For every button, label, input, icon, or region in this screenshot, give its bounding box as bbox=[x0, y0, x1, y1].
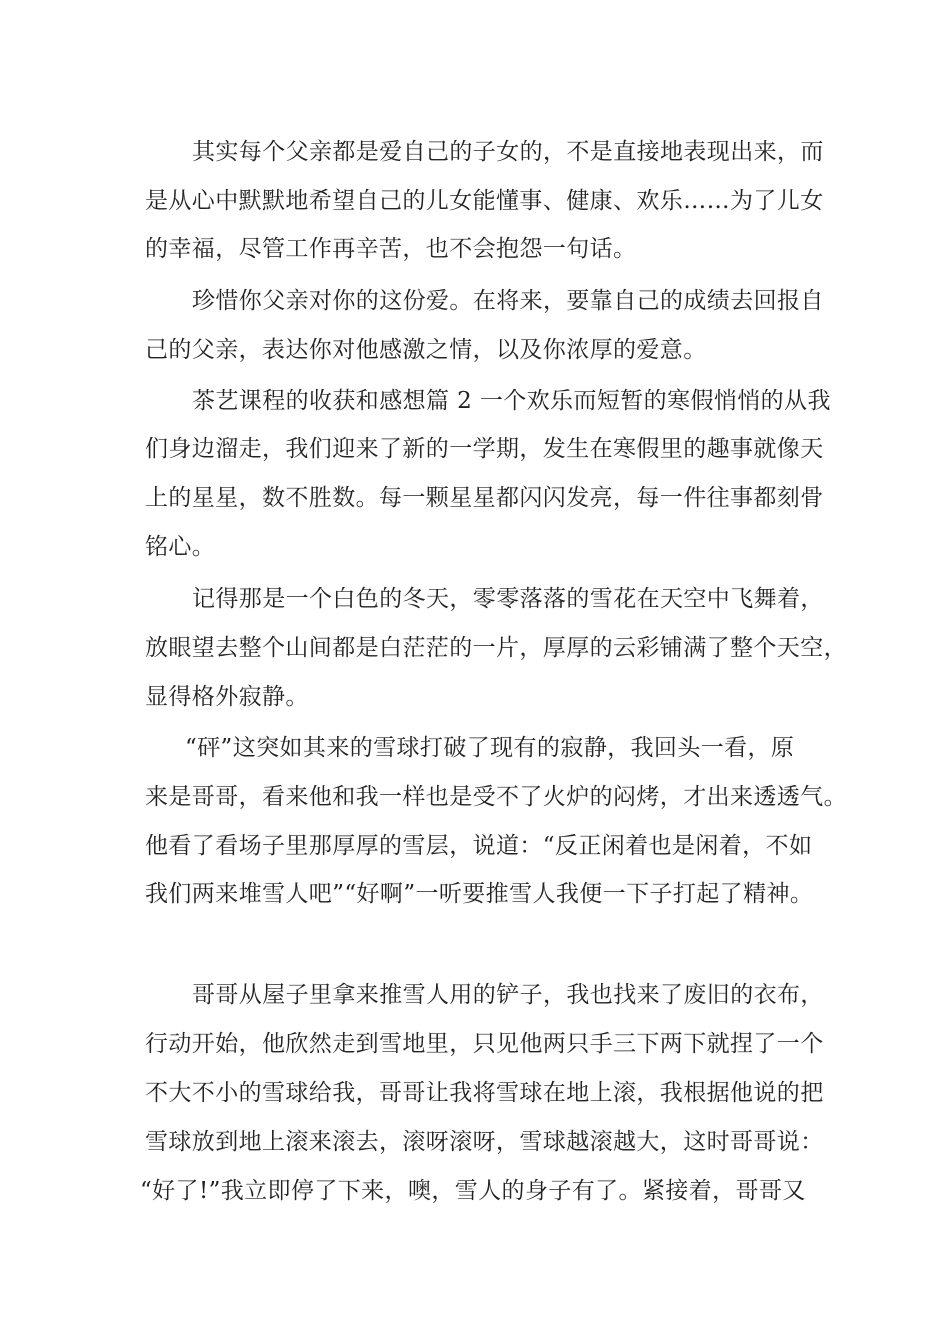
paragraph-5-line-4: 我们两来堆雪人吧”“好啊”一听要推雪人我便一下子打起了精神。 bbox=[145, 881, 814, 907]
paragraph-3-line-3: 上的星星，数不胜数。每一颗星星都闪闪发亮，每一件往事都刻骨 bbox=[145, 485, 824, 511]
paragraph-4-line-2: 放眼望去整个山间都是白茫茫的一片，厚厚的云彩铺满了整个天空， bbox=[145, 635, 847, 661]
paragraph-5-line-1: “砰”这突如其来的雪球打破了现有的寂静，我回头一看，原 bbox=[185, 735, 795, 761]
paragraph-1-line-2: 是从心中默默地希望自己的儿女能懂事、健康、欢乐……为了儿女 bbox=[145, 188, 824, 214]
paragraph-6-line-2: 行动开始，他欣然走到雪地里，只见他两只手三下两下就捏了一个 bbox=[145, 1031, 824, 1057]
paragraph-3-line-1: 茶艺课程的收获和感想篇 2 一个欢乐而短暂的寒假悄悄的从我 bbox=[192, 388, 831, 414]
paragraph-4-line-3: 显得格外寂静。 bbox=[145, 684, 309, 710]
paragraph-5-line-2: 来是哥哥，看来他和我一样也是受不了火炉的闷烤，才出来透透气。 bbox=[145, 784, 847, 810]
paragraph-1-line-3: 的幸福，尽管工作再辛苦，也不会抱怨一句话。 bbox=[145, 236, 637, 262]
paragraph-6-line-5: “好了!”我立即停了下来，噢，雪人的身子有了。紧接着，哥哥又 bbox=[140, 1178, 806, 1204]
paragraph-2-line-2: 己的父亲，表达你对他感激之情，以及你浓厚的爱意。 bbox=[145, 337, 707, 363]
paragraph-6-line-4: 雪球放到地上滚来滚去，滚呀滚呀，雪球越滚越大，这时哥哥说： bbox=[145, 1129, 824, 1155]
paragraph-1-line-1: 其实每个父亲都是爱自己的子女的，不是直接地表现出来，而 bbox=[192, 139, 824, 165]
paragraph-5-line-3: 他看了看场子里那厚厚的雪层，说道：“反正闲着也是闲着，不如 bbox=[145, 833, 813, 859]
paragraph-3-line-2: 们身边溜走，我们迎来了新的一学期，发生在寒假里的趣事就像天 bbox=[145, 436, 824, 462]
paragraph-4-line-1: 记得那是一个白色的冬天，零零落落的雪花在天空中飞舞着， bbox=[192, 586, 824, 612]
paragraph-3-line-4: 铭心。 bbox=[145, 534, 216, 560]
paragraph-6-line-1: 哥哥从屋子里拿来推雪人用的铲子，我也找来了废旧的衣布， bbox=[192, 982, 824, 1008]
paragraph-6-line-3: 不大不小的雪球给我，哥哥让我将雪球在地上滚，我根据他说的把 bbox=[145, 1080, 824, 1106]
paragraph-2-line-1: 珍惜你父亲对你的这份爱。在将来，要靠自己的成绩去回报自 bbox=[192, 288, 824, 314]
